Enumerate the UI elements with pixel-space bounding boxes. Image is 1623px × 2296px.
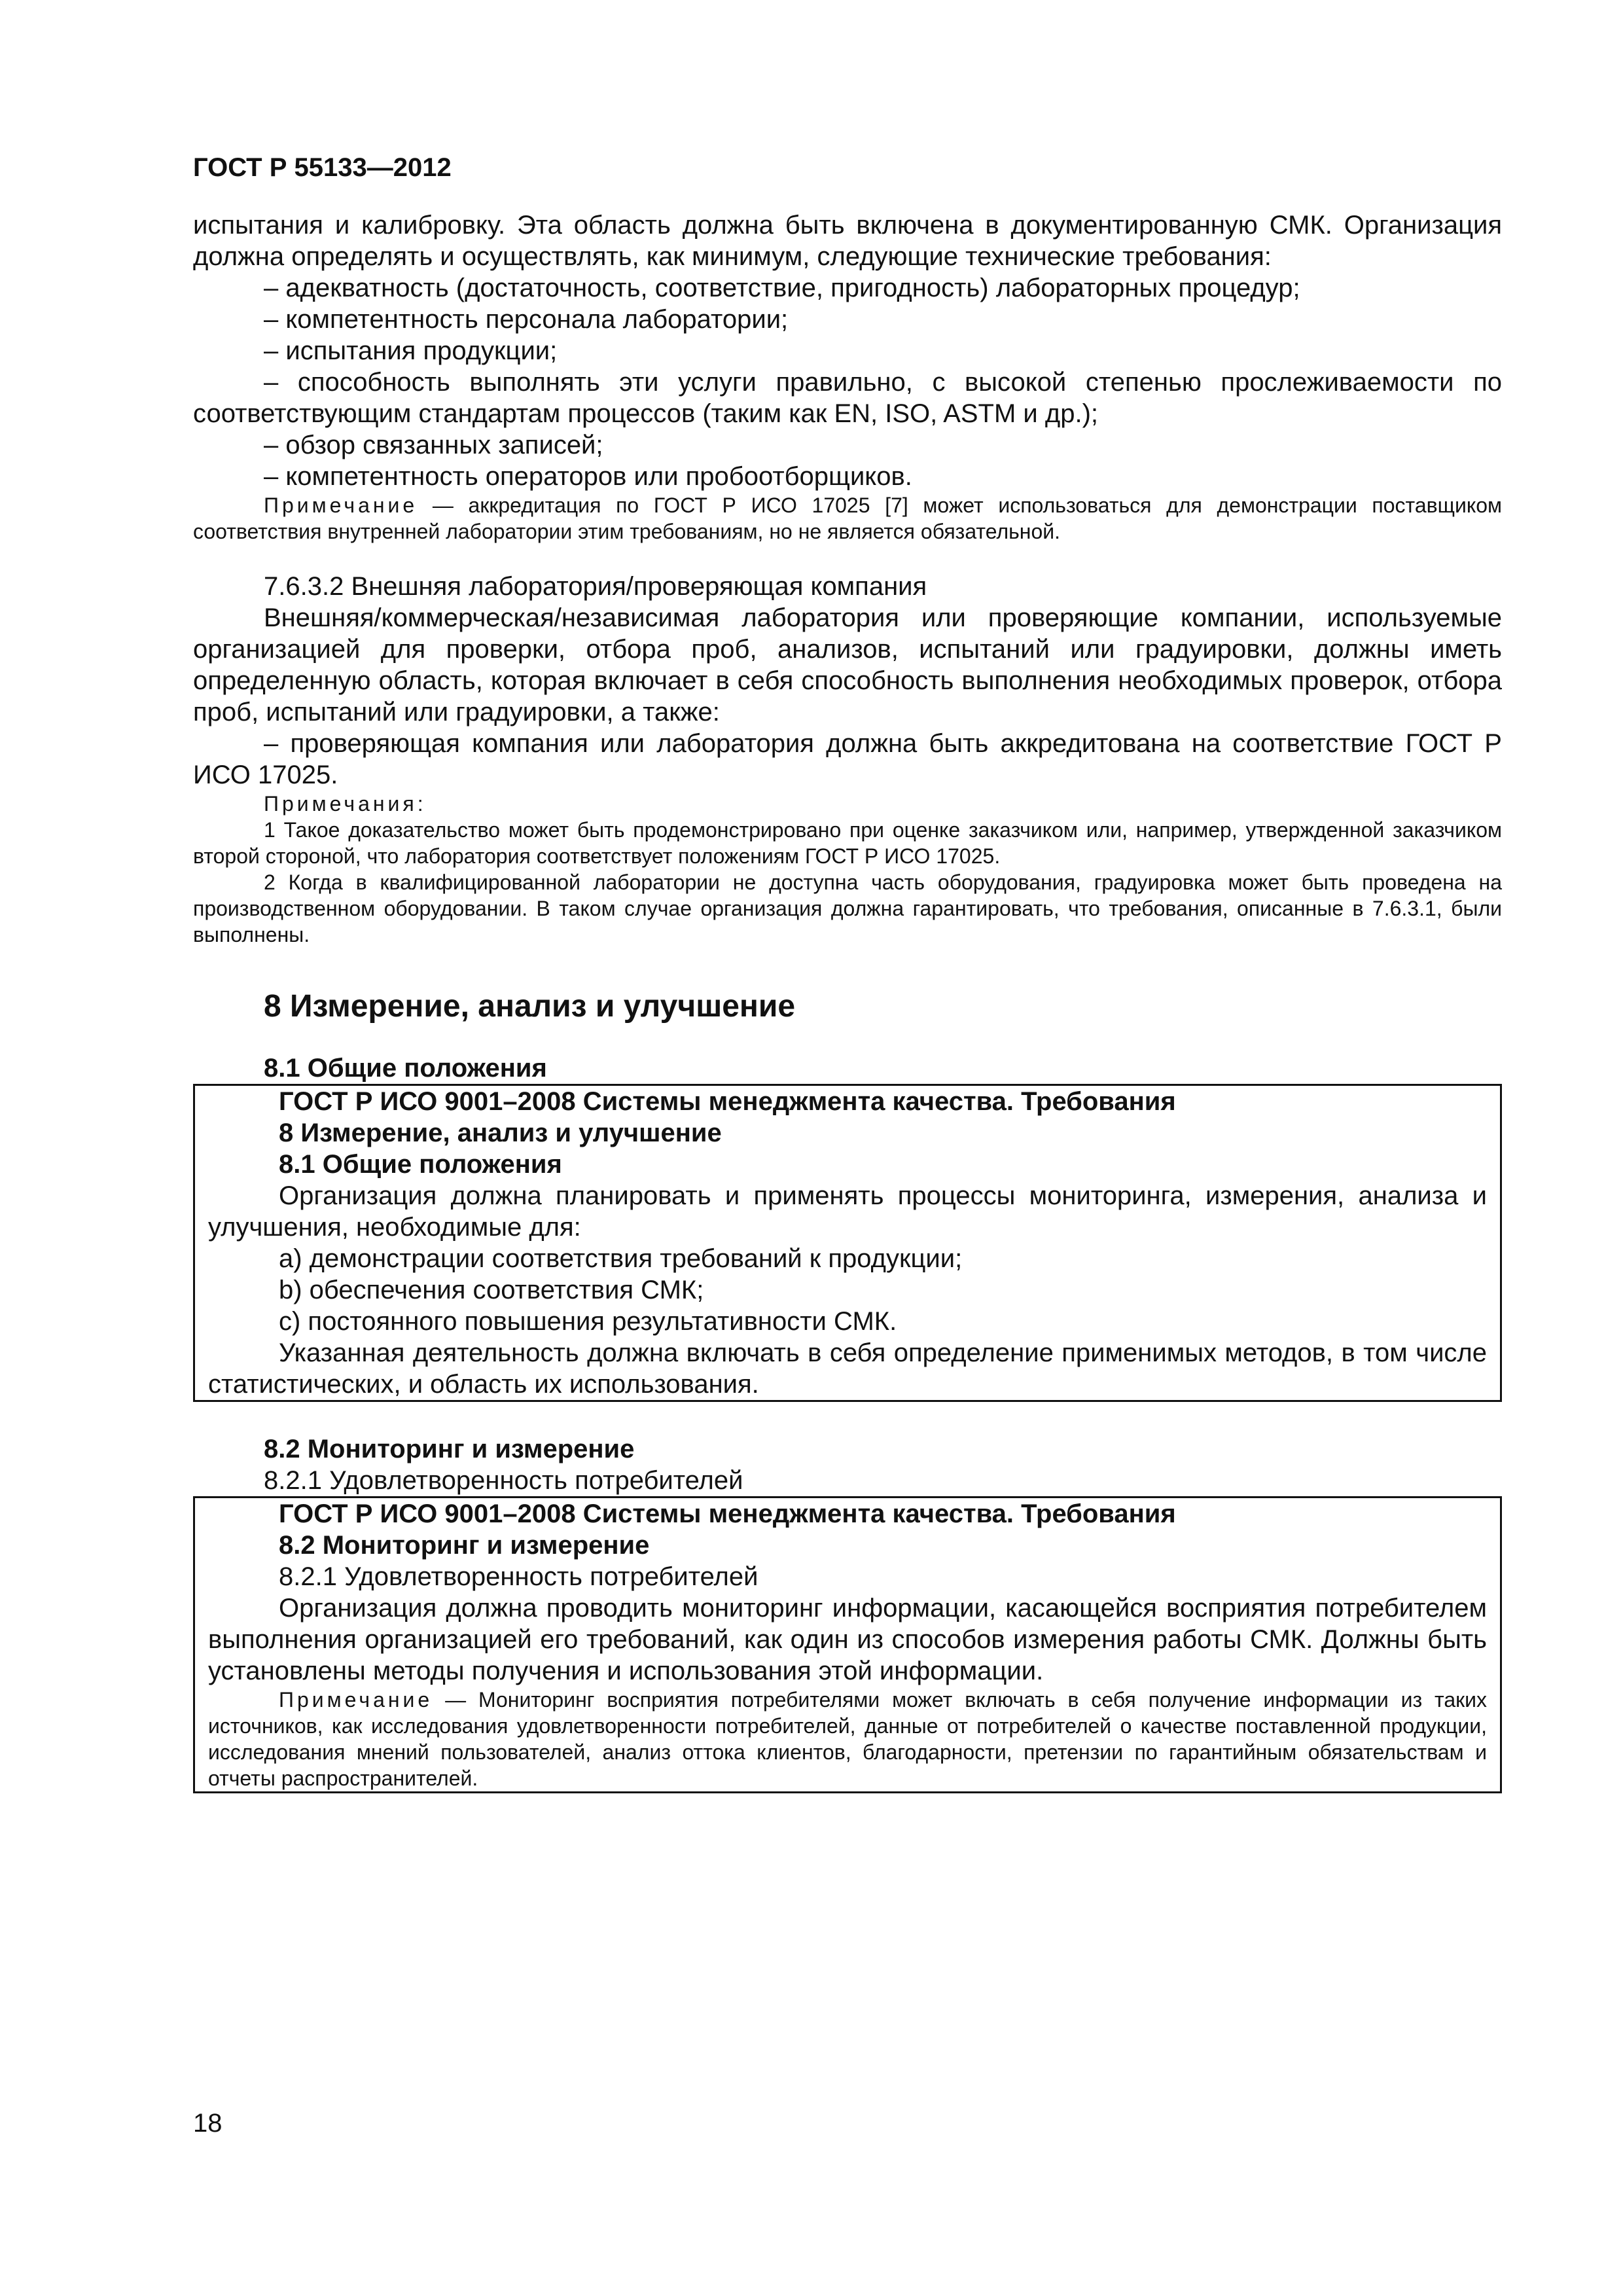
list-item: – адекватность (достаточность, соответствие, пригодность) лабораторных процедур; xyxy=(264,274,1300,302)
note: 1 Такое доказательство может быть продемонстрировано при оценке заказчиком или, например, утвержденной заказчиком второй стороной, что лаборатория соответствует положениям ГОСТ Р ИСО 17025. xyxy=(193,818,1502,868)
page-number: 18 xyxy=(193,2109,223,2138)
subsection-title: 8.1 Общие положения xyxy=(264,1054,547,1083)
paragraph: Организация должна проводить мониторинг информации, касающейся восприятия потребителем выполнения организацией его требований, как один из способов измерения работы СМК. Должны быть установлены методы получения и использования этой информации. xyxy=(208,1594,1487,1685)
paragraph: испытания и калибровку. Эта область должна быть включена в документированную СМК. Организация должна определять и осуществлять, как минимум, следующие технические требования: xyxy=(193,211,1502,271)
note xyxy=(208,1687,1487,1791)
box-heading: 8.2 Мониторинг и измерение xyxy=(279,1531,650,1560)
list-item: а) демонстрации соответствия требований к продукции; xyxy=(279,1244,963,1273)
box-heading: 8 Измерение, анализ и улучшение xyxy=(279,1119,722,1147)
document-header: ГОСТ Р 55133—2012 xyxy=(193,153,452,182)
note: 2 Когда в квалифицированной лаборатории не доступна часть оборудования, градуировка может быть проведена на производственном оборудовании. В таком случае организация должна гарантировать, что требования, описанные в 7.6.3.1, были выполнены. xyxy=(193,870,1502,946)
paragraph: Указанная деятельность должна включать в себя определение применимых методов, в том числе статистических, и область их использования. xyxy=(208,1338,1487,1399)
note-label: Примечание xyxy=(279,1688,433,1712)
box-heading: 8.1 Общие положения xyxy=(279,1150,562,1179)
box-heading: 8.2.1 Удовлетворенность потребителей xyxy=(279,1562,758,1591)
quote-box xyxy=(193,1084,1502,1402)
paragraph: Организация должна планировать и применять процессы мониторинга, измерения, анализа и улучшения, необходимые для: xyxy=(208,1181,1487,1242)
list-item: – способность выполнять эти услуги правильно, с высокой степенью прослеживаемости по соответствующим стандартам процессов (таким как EN, ISO, ASTM и др.); xyxy=(193,368,1502,428)
note-text: — аккредитация по ГОСТ Р ИСО 17025 [7] может использоваться для демонстрации поставщиком соответствия внутренней лаборатории этим требованиям, но не является обязательной. xyxy=(193,493,1502,543)
box-title: ГОСТ Р ИСО 9001–2008 Системы менеджмента качества. Требования xyxy=(279,1499,1176,1528)
box-title: ГОСТ Р ИСО 9001–2008 Системы менеджмента качества. Требования xyxy=(279,1087,1176,1116)
list-item: – компетентность операторов или пробоотборщиков. xyxy=(264,462,912,491)
note-label: Примечание xyxy=(264,493,418,517)
note-text: — Мониторинг восприятия потребителями может включать в себя получение информации из таких источников, как исследования удовлетворенности потребителей, данные от потребителей о качестве поставленной продукции, исследования мнений пользователей, анализ оттока клиентов, благодарности, претензии по гарантийным обязательствам и отчеты распространителей. xyxy=(208,1688,1487,1790)
list-item: – компетентность персонала лаборатории; xyxy=(264,305,789,334)
list-item: с) постоянного повышения результативности СМК. xyxy=(279,1307,897,1336)
list-item: – обзор связанных записей; xyxy=(264,431,603,459)
paragraph: Внешняя/коммерческая/независимая лаборатория или проверяющие компании, используемые организацией для проверки, отбора проб, анализов, испытаний или градуировки, должны иметь определенную область, которая включает в себя способность выполнения необходимых проверок, отбора проб, испытаний или градуировки, а также: xyxy=(193,603,1502,726)
subsection-title: 8.2 Мониторинг и измерение xyxy=(264,1435,635,1463)
subsection-title: 8.2.1 Удовлетворенность потребителей xyxy=(264,1466,743,1495)
list-item: – испытания продукции; xyxy=(264,336,558,365)
subsection-title: 7.6.3.2 Внешняя лаборатория/проверяющая компания xyxy=(264,572,927,601)
list-item: – проверяющая компания или лаборатория должна быть аккредитована на соответствие ГОСТ Р ИСО 17025. xyxy=(193,729,1502,789)
section-title: 8 Измерение, анализ и улучшение xyxy=(264,989,796,1024)
note xyxy=(193,492,1502,545)
list-item: b) обеспечения соответствия СМК; xyxy=(279,1276,704,1304)
notes-label: Примечания: xyxy=(264,792,427,816)
quote-box xyxy=(193,1496,1502,1793)
document-page xyxy=(193,152,1502,1793)
